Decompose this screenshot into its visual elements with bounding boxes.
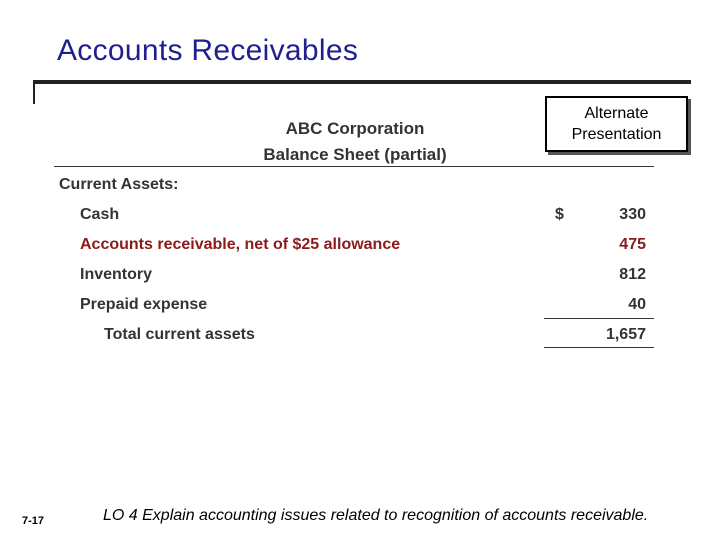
subtotal-rule <box>544 318 654 319</box>
total-amount: 1,657 <box>605 326 646 343</box>
dollar-sign: $ <box>555 206 564 223</box>
statement-title: Balance Sheet (partial) <box>263 145 447 164</box>
row-label-cash: Cash <box>80 206 120 223</box>
company-name: ABC Corporation <box>285 119 425 138</box>
row-amount-prepaid-expense: 40 <box>628 296 646 313</box>
title-divider-left-tick <box>33 84 35 104</box>
total-rule <box>544 347 654 348</box>
alt-box-line1: Alternate <box>584 105 649 122</box>
row-label-inventory: Inventory <box>80 266 153 283</box>
row-label-accounts-receivable: Accounts receivable, net of $25 allowance <box>80 236 401 253</box>
alt-box-line2: Presentation <box>571 126 662 143</box>
row-amount-accounts-receivable: 475 <box>619 236 646 253</box>
slide-title: Accounts Receivables <box>57 34 359 67</box>
alternate-presentation-box <box>545 96 688 152</box>
row-amount-inventory: 812 <box>619 266 646 283</box>
learning-objective: LO 4 Explain accounting issues related to recognition of accounts receivable. <box>103 507 649 524</box>
row-amount-cash: 330 <box>619 206 646 223</box>
statement-header-rule <box>54 166 654 167</box>
row-label-prepaid-expense: Prepaid expense <box>80 296 208 313</box>
slide-number: 7-17 <box>22 515 45 527</box>
title-divider <box>33 80 691 84</box>
total-label: Total current assets <box>104 326 255 343</box>
section-heading: Current Assets: <box>59 176 179 193</box>
